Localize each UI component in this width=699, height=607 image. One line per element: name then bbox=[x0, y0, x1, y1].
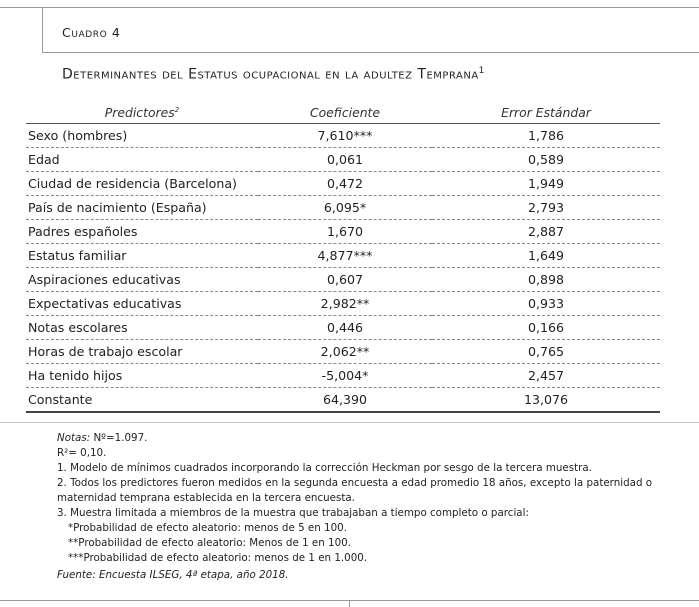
table-row bbox=[26, 244, 660, 268]
left-rule bbox=[42, 7, 43, 53]
std-error-cell: 0,898 bbox=[432, 268, 660, 292]
note-2a: 2. Todos los predictores fueron medidos en la segunda encuesta a edad promedio 18 años, excepto la paternidad o bbox=[57, 477, 653, 489]
coefficient-cell: 0,061 bbox=[258, 148, 432, 172]
std-error-cell: 0,166 bbox=[432, 316, 660, 340]
predictor-cell: Notas escolares bbox=[26, 316, 258, 340]
table-row bbox=[26, 316, 660, 340]
std-error-cell: 1,786 bbox=[432, 124, 660, 148]
coefficient-cell: 64,390 bbox=[258, 388, 432, 413]
coefficient-cell: -5,004* bbox=[258, 364, 432, 388]
notes-r2: R²= 0,10. bbox=[57, 447, 107, 459]
std-error-cell: 2,887 bbox=[432, 220, 660, 244]
header-predictores: Predictores$^2$ bbox=[26, 102, 258, 124]
prob-note-1: *Probabilidad de efecto aleatorio: menos de 5 en 100. bbox=[68, 522, 347, 534]
std-error-cell: 0,765 bbox=[432, 340, 660, 364]
top-rule bbox=[0, 7, 699, 8]
table-row bbox=[26, 268, 660, 292]
note-1: 1. Modelo de mínimos cuadrados incorporando la corrección Heckman por sesgo de la tercera muestra. bbox=[57, 462, 592, 474]
table-row bbox=[26, 340, 660, 364]
prob-note-2: **Probabilidad de efecto aleatorio: Menos de 1 en 100. bbox=[68, 537, 351, 549]
prob-note-3: ***Probabilidad de efecto aleatorio: menos de 1 en 1.000. bbox=[68, 552, 368, 564]
predictor-cell: Expectativas educativas bbox=[26, 292, 258, 316]
notes-block bbox=[57, 431, 657, 583]
header-rule bbox=[42, 52, 699, 53]
std-error-cell: 1,649 bbox=[432, 244, 660, 268]
table-row bbox=[26, 388, 660, 413]
predictor-cell: Edad bbox=[26, 148, 258, 172]
predictor-cell: Sexo (hombres) bbox=[26, 124, 258, 148]
predictor-cell: Estatus familiar bbox=[26, 244, 258, 268]
notes-top-rule bbox=[0, 422, 699, 423]
coefficient-cell: 2,062** bbox=[258, 340, 432, 364]
table-header-row bbox=[26, 102, 660, 124]
predictor-cell: Horas de trabajo escolar bbox=[26, 340, 258, 364]
table-row bbox=[26, 196, 660, 220]
table-title bbox=[62, 66, 485, 83]
header-coeficiente: Coeficiente bbox=[258, 102, 432, 124]
coefficient-cell: 4,877*** bbox=[258, 244, 432, 268]
std-error-cell: 2,793 bbox=[432, 196, 660, 220]
std-error-cell: 2,457 bbox=[432, 364, 660, 388]
std-error-cell: 0,933 bbox=[432, 292, 660, 316]
note-3: 3. Muestra limitada a miembros de la muestra que trabajaban a tiempo completo o parcial: bbox=[57, 507, 529, 519]
coefficient-cell: 1,670 bbox=[258, 220, 432, 244]
std-error-cell: 13,076 bbox=[432, 388, 660, 413]
coefficient-cell: 7,610*** bbox=[258, 124, 432, 148]
table-number: Cuadro 4 bbox=[62, 25, 121, 40]
results-table bbox=[26, 102, 660, 413]
predictor-cell: Ciudad de residencia (Barcelona) bbox=[26, 172, 258, 196]
coefficient-cell: 6,095* bbox=[258, 196, 432, 220]
std-error-cell: 1,949 bbox=[432, 172, 660, 196]
predictor-cell: Ha tenido hijos bbox=[26, 364, 258, 388]
table-row bbox=[26, 148, 660, 172]
coefficient-cell: 0,472 bbox=[258, 172, 432, 196]
note-2b: maternidad temprana establecida en la tercera encuesta. bbox=[57, 492, 355, 504]
source-note: Fuente: Encuesta ILSEG, 4ª etapa, año 2018. bbox=[57, 569, 289, 581]
table-row bbox=[26, 364, 660, 388]
header-error: Error Estándar bbox=[432, 102, 660, 124]
coefficient-cell: 0,446 bbox=[258, 316, 432, 340]
coefficient-cell: 0,607 bbox=[258, 268, 432, 292]
coefficient-cell: 2,982** bbox=[258, 292, 432, 316]
title-footnote-mark: 1 bbox=[478, 66, 485, 76]
table-row bbox=[26, 172, 660, 196]
std-error-cell: 0,589 bbox=[432, 148, 660, 172]
table-row bbox=[26, 124, 660, 148]
table-row bbox=[26, 220, 660, 244]
notes-n-line: Notas: Nº=1.097. bbox=[57, 432, 148, 444]
predictor-cell: Aspiraciones educativas bbox=[26, 268, 258, 292]
table-row bbox=[26, 292, 660, 316]
predictor-cell: País de nacimiento (España) bbox=[26, 196, 258, 220]
bottom-tick bbox=[349, 600, 350, 607]
predictor-cell: Padres españoles bbox=[26, 220, 258, 244]
title-text: Determinantes del Estatus ocupacional en la adultez Temprana bbox=[62, 66, 479, 83]
predictor-cell: Constante bbox=[26, 388, 258, 413]
